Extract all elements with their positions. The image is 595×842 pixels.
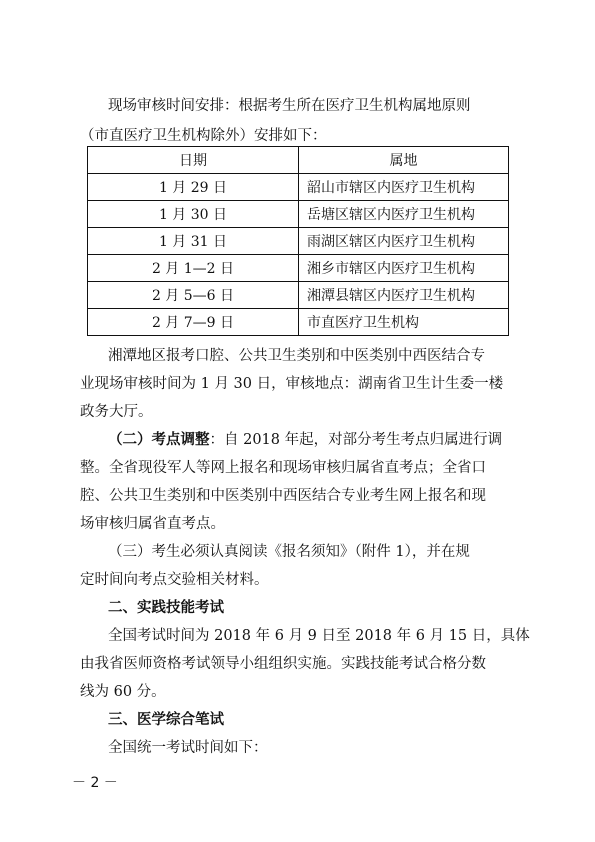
table-cell-area: 韶山市辖区内医疗卫生机构 xyxy=(299,174,509,201)
table-cell-area: 湘乡市辖区内医疗卫生机构 xyxy=(299,255,509,282)
table-header-row xyxy=(88,147,509,174)
table-cell-date: 1 月 31 日 xyxy=(88,228,299,255)
adjust-line-4: 场审核归属省直考点。 xyxy=(80,516,225,532)
table-header-area: 属地 xyxy=(299,147,509,174)
table-header-date: 日期 xyxy=(88,147,299,174)
table-row xyxy=(88,174,509,201)
read-line-2: 定时间向考点交验相关材料。 xyxy=(80,572,269,588)
table-row xyxy=(88,228,509,255)
read-line-1: （三）考生必须认真阅读《报名须知》（附件 1），并在规 xyxy=(108,544,470,560)
practical-line-1: 全国考试时间为 2018 年 6 月 9 日至 2018 年 6 月 15 日，具体 xyxy=(108,628,530,644)
table-row xyxy=(88,309,509,336)
table-cell-date: 2 月 1—2 日 xyxy=(88,255,299,282)
written-heading: 三、医学综合笔试 xyxy=(108,712,224,728)
xiangtan-line-3: 政务大厅。 xyxy=(80,404,153,420)
written-line-1: 全国统一考试时间如下： xyxy=(108,740,268,756)
adjust-line-2: 整。全省现役军人等网上报名和现场审核归属省直考点；全省口 xyxy=(80,460,486,476)
xiangtan-line-1: 湘潭地区报考口腔、公共卫生类别和中医类别中西医结合专 xyxy=(108,348,485,364)
table-cell-area: 市直医疗卫生机构 xyxy=(299,309,509,336)
table-cell-date: 2 月 7—9 日 xyxy=(88,309,299,336)
table-cell-date: 1 月 29 日 xyxy=(88,174,299,201)
practical-line-2: 由我省医师资格考试领导小组组织实施。实践技能考试合格分数 xyxy=(80,656,486,672)
table-cell-date: 2 月 5—6 日 xyxy=(88,282,299,309)
practical-line-3: 线为 60 分。 xyxy=(80,684,166,700)
page-number: － 2 － xyxy=(72,775,118,791)
intro-line-2: （市直医疗卫生机构除外）安排如下： xyxy=(80,128,327,144)
table-row xyxy=(88,255,509,282)
xiangtan-line-2: 业现场审核时间为 1 月 30 日，审核地点：湖南省卫生计生委一楼 xyxy=(80,376,504,392)
intro-line-1: 现场审核时间安排：根据考生所在医疗卫生机构属地原则 xyxy=(108,98,471,114)
adjust-line-1-text: ：自 2018 年起，对部分考生考点归属进行调 xyxy=(209,432,503,448)
adjust-line-1 xyxy=(108,430,502,450)
table-row xyxy=(88,282,509,309)
schedule-table xyxy=(87,146,509,336)
table-cell-area: 湘潭县辖区内医疗卫生机构 xyxy=(299,282,509,309)
table-cell-date: 1 月 30 日 xyxy=(88,201,299,228)
table-cell-area: 岳塘区辖区内医疗卫生机构 xyxy=(299,201,509,228)
table-row xyxy=(88,201,509,228)
adjust-label: （二）考点调整 xyxy=(108,432,210,448)
adjust-line-3: 腔、公共卫生类别和中医类别中西医结合专业考生网上报名和现 xyxy=(80,488,486,504)
table-cell-area: 雨湖区辖区内医疗卫生机构 xyxy=(299,228,509,255)
practical-heading: 二、实践技能考试 xyxy=(108,600,224,616)
